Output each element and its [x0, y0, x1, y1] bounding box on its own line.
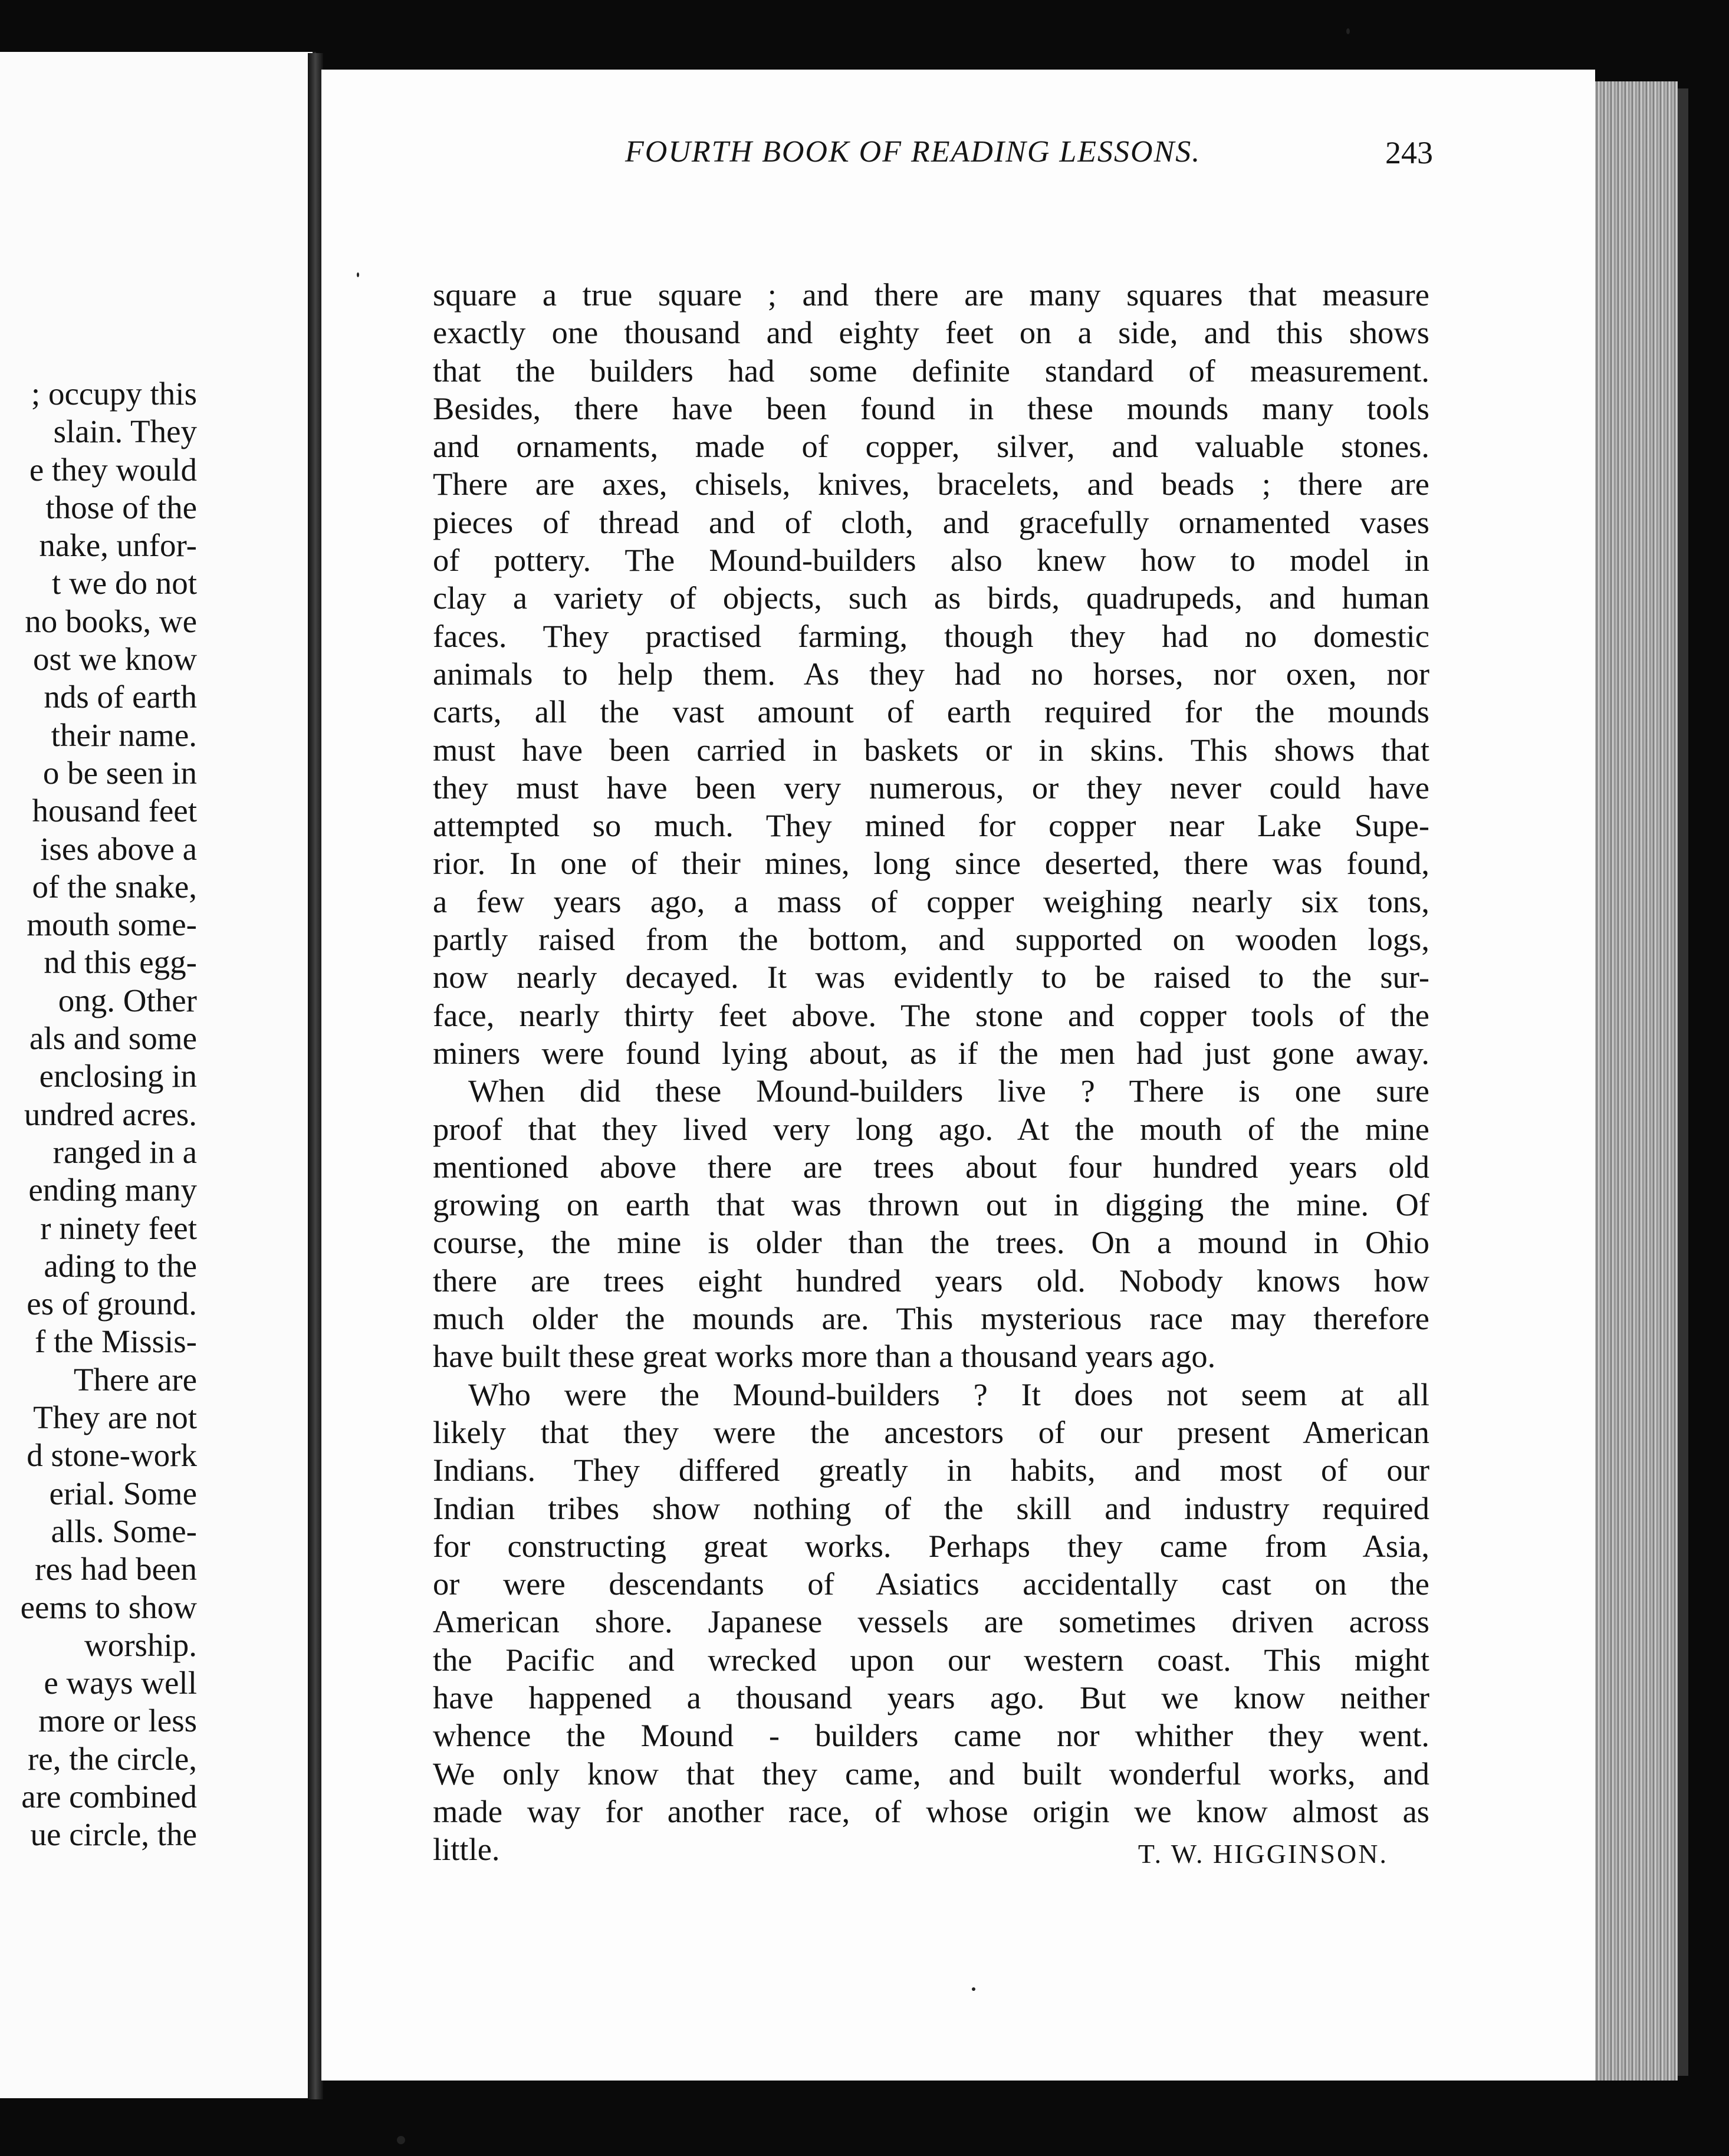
left-page-line: nake, unfor- — [39, 527, 197, 564]
left-page-line: e ways well — [44, 1665, 197, 1701]
text-line: animals to help them. As they had no horses, nor oxen, nor — [433, 655, 1429, 692]
left-page-line: There are — [73, 1361, 197, 1398]
left-page-line: mouth some- — [27, 906, 197, 943]
left-page-line: ises above a — [40, 830, 197, 867]
paragraphs — [433, 276, 1429, 1830]
left-page-line: ong. Other — [58, 982, 197, 1018]
paragraph — [433, 1376, 1429, 1831]
left-page-line: worship. — [84, 1626, 197, 1663]
text-line: rior. In one of their mines, long since deserted, there was found, — [433, 845, 1429, 882]
left-page-line: slain. They — [53, 413, 197, 450]
left-page-line: es of ground. — [27, 1286, 197, 1322]
left-page-line: those of the — [45, 489, 197, 525]
left-page-line: re, the circle, — [27, 1740, 197, 1777]
text-line: they must have been very numerous, or they never could have — [433, 769, 1429, 806]
text-line: American shore. Japanese vessels are sometimes driven across — [433, 1603, 1429, 1640]
left-page-line: more or less — [38, 1703, 197, 1739]
body-text — [433, 276, 1429, 1868]
text-line: faces. They practised farming, though they had no domestic — [433, 617, 1429, 654]
text-line: must have been carried in baskets or in skins. This shows that — [433, 731, 1429, 768]
text-line: clay a variety of objects, such as birds, quadrupeds, and human — [433, 580, 1429, 616]
scan-speck — [397, 2136, 405, 2144]
text-line: Who were the Mound-builders ? It does not seem at all — [468, 1376, 1429, 1412]
page-edge-shadow — [1678, 88, 1688, 2076]
text-line: When did these Mound-builders live ? There is one sure — [468, 1073, 1429, 1109]
text-line: and ornaments, made of copper, silver, and valuable stones. — [433, 428, 1429, 465]
text-line: course, the mine is older than the trees. On a mound in Ohio — [433, 1224, 1429, 1261]
left-page-line: enclosing in — [39, 1058, 197, 1095]
paragraph — [433, 276, 1429, 1072]
text-line: miners were found lying about, as if the men had just gone away. — [433, 1034, 1429, 1071]
left-page-line: They are not — [33, 1399, 197, 1436]
text-line: face, nearly thirty feet above. The stone and copper tools of the — [433, 997, 1429, 1033]
text-line: the Pacific and wrecked upon our western coast. This might — [433, 1641, 1429, 1678]
scan-speck — [357, 272, 359, 277]
text-line: have built these great works more than a thousand years ago. — [433, 1338, 1216, 1375]
text-line: have happened a thousand years ago. But we know neither — [433, 1679, 1429, 1715]
closing-line — [433, 1830, 1429, 1868]
text-line: Besides, there have been found in these mounds many tools — [433, 390, 1429, 426]
left-page-line: t we do not — [52, 565, 197, 602]
text-line: a few years ago, a mass of copper weighing nearly six tons, — [433, 883, 1429, 919]
left-page-line: of the snake, — [32, 868, 197, 905]
text-line: There are axes, chisels, knives, bracelets, and beads ; there are — [433, 466, 1429, 502]
left-page-line: r ninety feet — [40, 1210, 197, 1246]
text-line: We only know that they came, and built wonderful works, and — [433, 1755, 1429, 1792]
left-page-line: d stone-work — [27, 1437, 197, 1474]
text-line: or were descendants of Asiatics accidentally cast on the — [433, 1566, 1429, 1602]
text-line: of pottery. The Mound-builders also knew how to model in — [433, 542, 1429, 579]
text-line: proof that they lived very long ago. At the mouth of the mine — [433, 1110, 1429, 1147]
left-page-line: eems to show — [20, 1589, 197, 1625]
text-line: there are trees eight hundred years old. Nobody knows how — [433, 1262, 1429, 1299]
left-page-line: ading to the — [44, 1247, 197, 1284]
page-number: 243 — [1385, 135, 1433, 170]
left-page-line: alls. Some- — [51, 1513, 197, 1549]
text-line: whence the Mound - builders came nor whither they went. — [433, 1717, 1429, 1754]
left-page — [0, 52, 316, 2098]
text-line: likely that they were the ancestors of our present American — [433, 1414, 1429, 1450]
text-line: made way for another race, of whose origin we know almost as — [433, 1793, 1429, 1829]
text-line: mentioned above there are trees about four hundred years old — [433, 1148, 1429, 1185]
left-page-line: res had been — [35, 1551, 197, 1588]
text-line: attempted so much. They mined for copper near Lake Supe- — [433, 807, 1429, 844]
left-page-line: ue circle, the — [30, 1816, 197, 1853]
left-page-line: ending many — [28, 1172, 197, 1208]
text-line: Indians. They differed greatly in habits, and most of our — [433, 1452, 1429, 1488]
text-line: square a true square ; and there are many squares that measure — [433, 277, 1429, 313]
scan-speck — [1346, 28, 1350, 34]
author-signature: T. W. HIGGINSON. — [1138, 1839, 1388, 1869]
left-page-line: ranged in a — [52, 1133, 197, 1170]
text-line: pieces of thread and of cloth, and gracefully ornamented vases — [433, 504, 1429, 540]
scan-speck — [972, 1987, 975, 1991]
left-page-line: ; occupy this — [31, 376, 197, 412]
text-line: carts, all the vast amount of earth required for the mounds — [433, 694, 1429, 730]
left-page-line: housand feet — [32, 793, 197, 829]
left-page-line: nd this egg- — [44, 944, 197, 981]
left-page-text — [0, 375, 197, 1854]
left-page-line: als and some — [29, 1020, 197, 1057]
text-line: that the builders had some definite standard of measurement. — [433, 352, 1429, 389]
left-page-line: their name. — [51, 717, 197, 753]
text-line: for constructing great works. Perhaps they came from Asia, — [433, 1527, 1429, 1564]
left-page-line: ost we know — [32, 641, 197, 678]
left-page-line: nds of earth — [44, 679, 197, 715]
left-page-line: undred acres. — [24, 1096, 197, 1132]
page-edges — [1595, 81, 1678, 2081]
paragraph — [433, 1072, 1429, 1375]
text-line: now nearly decayed. It was evidently to be raised to the sur- — [433, 959, 1429, 995]
text-line: much older the mounds are. This mysterious race may therefore — [433, 1300, 1429, 1337]
left-page-line: are combined — [21, 1778, 197, 1815]
text-line: growing on earth that was thrown out in digging the mine. Of — [433, 1187, 1429, 1223]
text-line: exactly one thousand and eighty feet on a side, and this shows — [433, 314, 1429, 351]
left-page-line: o be seen in — [42, 754, 197, 791]
left-page-line: no books, we — [25, 603, 197, 639]
left-page-line: f the Missis- — [35, 1323, 197, 1360]
final-word: little. — [433, 1831, 500, 1868]
running-title: FOURTH BOOK OF READING LESSONS. — [625, 135, 1201, 169]
left-page-line: erial. Some — [49, 1475, 197, 1511]
text-line: partly raised from the bottom, and supported on wooden logs, — [433, 921, 1429, 958]
left-page-line: e they would — [29, 451, 197, 488]
text-line: Indian tribes show nothing of the skill and industry required — [433, 1490, 1429, 1526]
running-head — [625, 134, 1433, 176]
